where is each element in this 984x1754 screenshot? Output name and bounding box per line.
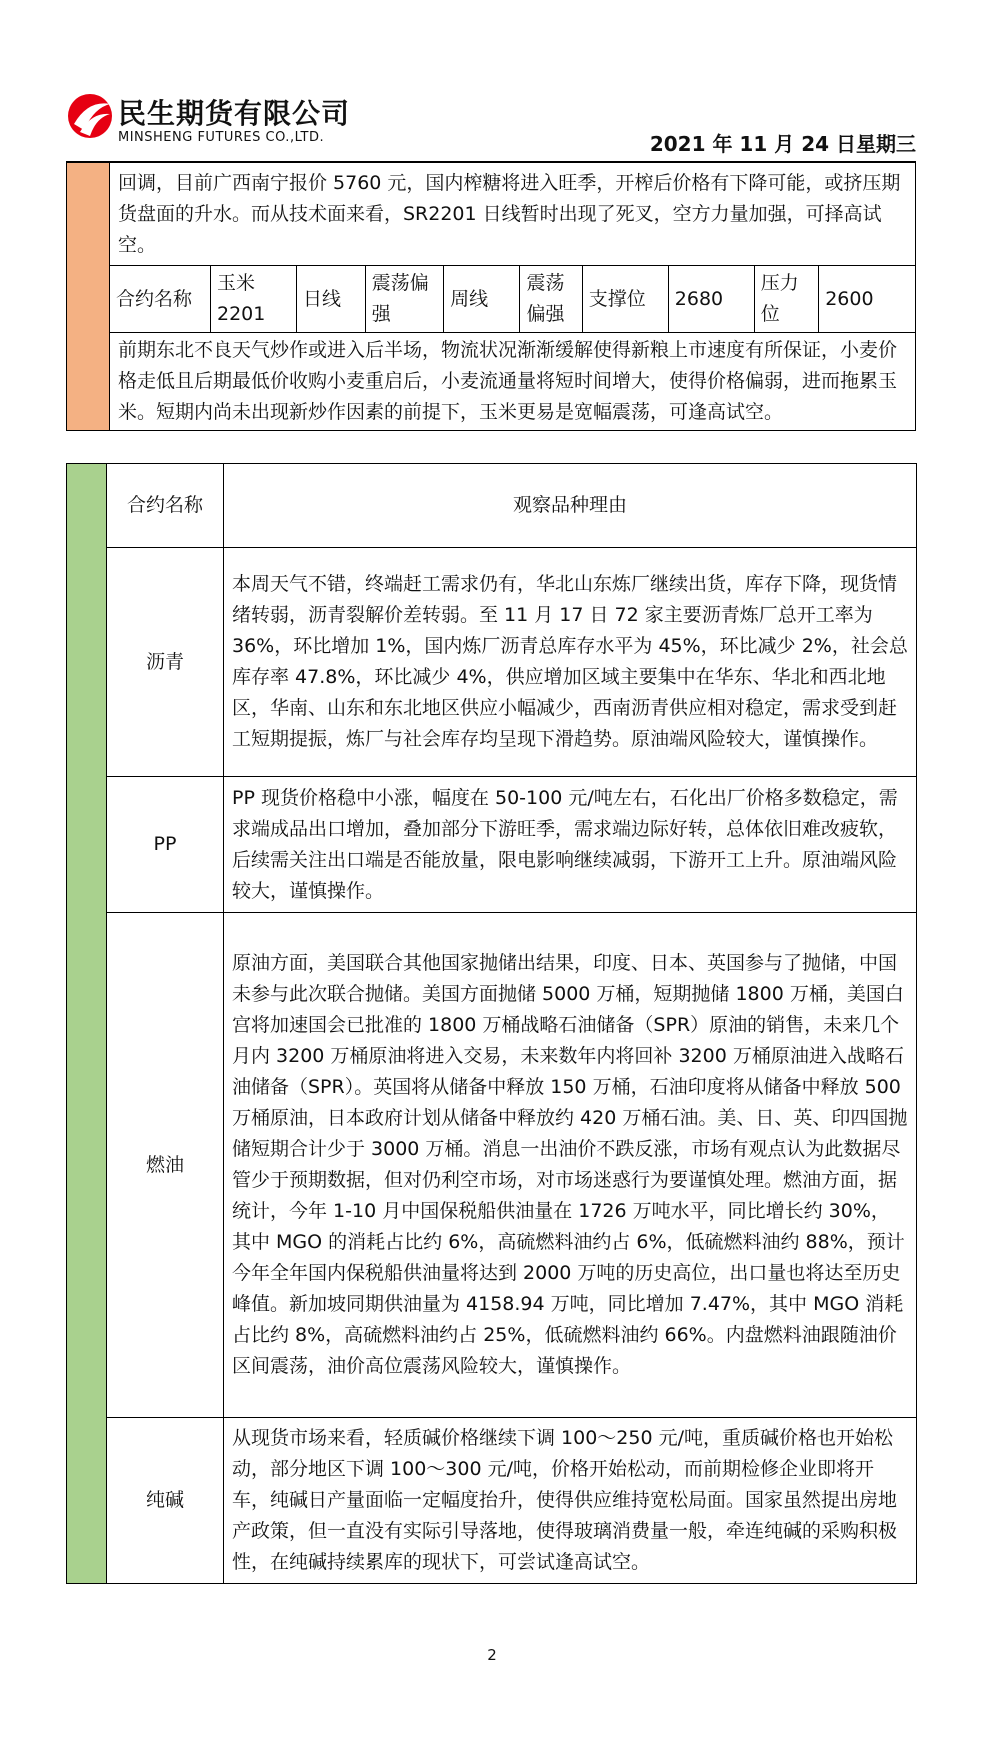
support-value: 2680 [668,266,754,333]
sugar-analysis-text: 回调，目前广西南宁报价 5760 元，国内榨糖将进入旺季，开榨后价格有下降可能，或挤压期货盘面的升水。而从技术面来看，SR2201 日线暂时出现了死叉，空方力量加强，可择高试空。 [109,163,915,266]
table-row [67,777,917,913]
page-number: 2 [487,1646,497,1664]
contract-name-label: 合约名称 [109,266,210,333]
watch-table-header [67,464,917,548]
orange-side-band [67,163,110,431]
daily-trend-value: 震荡偏强 [365,266,443,333]
minsheng-logo-icon [66,90,114,142]
row-contract-name: PP [107,777,224,913]
row-reason-text: 原油方面，美国联合其他国家抛储出结果，印度、日本、英国参与了抛储，中国未参与此次联合抛储。美国方面抛储 5000 万桶，短期抛储 1800 万桶，美国白宫将加速国会已批准的 1800 万桶战略石油储备（SPR）原油的销售，未来几个月内 3200 万桶原油将进入交易，未来数年内将回补 3200 万桶原油进入战略石油储备（SPR）。英国将从储备中释放 150 万桶，石油印度将从储备中释放 500 万桶原油，日本政府计划从储备中释放约 420 万桶石油。美、日、英、印四国抛储短期合计少于 3000 万桶。消息一出油价不跌反涨，市场有观点认为此数据尽管少于预期数据，但对仍利空市场，对市场迷惑行为要谨慎处理。燃油方面，据统计，今年 1-10 月中国保税船供油量在 1726 万吨水平，同比增长约 30%，其中 MGO 的消耗占比约 6%，高硫燃料油约占 6%，低硫燃料油约 88%，预计今年全年国内保税船供油量将达到 2000 万吨的历史高位，出口量也将达至历史峰值。新加坡同期供油量为 4158.94 万吨，同比增加 7.47%，其中 MGO 消耗占比约 8%，高硫燃料油约占 25%，低硫燃料油约 66%。内盘燃料油跟随油价区间震荡，油价高位震荡风险较大，谨慎操作。 [224,913,917,1418]
watch-varieties-table [66,463,917,1584]
pressure-value: 2600 [819,266,916,333]
strategy-table-continued [66,162,916,431]
company-name-cn: 民生期货有限公司 [118,97,351,130]
row-reason-text: PP 现货价格稳中小涨，幅度在 50-100 元/吨左右，石化出厂价格多数稳定，需求端成品出口增加，叠加部分下游旺季，需求端边际好转，总体依旧难改疲软，后续需关注出口端是否能放量，限电影响继续减弱，下游开工上升。原油端风险较大，谨慎操作。 [224,777,917,913]
header-watch-reason: 观察品种理由 [224,464,917,548]
row-reason-text: 从现货市场来看，轻质碱价格继续下调 100～250 元/吨，重质碱价格也开始松动，部分地区下调 100～300 元/吨，价格开始松动，而前期检修企业即将开车，纯碱日产量面临一定幅度抬升，使得供应维持宽松局面。国家虽然提出房地产政策，但一直没有实际引导落地，使得玻璃消费量一般，牵连纯碱的采购积极性，在纯碱持续累库的现状下，可尝试逢高试空。 [224,1418,917,1584]
table-row [67,548,917,777]
daily-label: 日线 [296,266,365,333]
pressure-label: 压力位 [754,266,818,333]
report-date: 2021 年 11 月 24 日星期三 [649,132,916,156]
weekly-label: 周线 [444,266,520,333]
weekly-trend-value: 震荡偏强 [520,266,582,333]
table-row [67,913,917,1418]
page-header [66,88,916,156]
row-contract-name: 沥青 [107,548,224,777]
table-row [67,1418,917,1584]
corn-contract-row [67,266,916,333]
row-contract-name: 燃油 [107,913,224,1418]
company-name-en: MINSHENG FUTURES CO.,LTD. [118,130,325,145]
support-label: 支撑位 [582,266,668,333]
green-side-band [67,464,107,1584]
row-contract-name: 纯碱 [107,1418,224,1584]
corn-contract-value: 玉米 2201 [211,266,297,333]
row-reason-text: 本周天气不错，终端赶工需求仍有，华北山东炼厂继续出货，库存下降，现货情绪转弱，沥青裂解价差转弱。至 11 月 17 日 72 家主要沥青炼厂总开工率为 36%，环比增加 1%，国内炼厂沥青总库存水平为 45%，环比减少 2%，社会总库存率 47.8%，环比减少 4%，供应增加区域主要集中在华东、华北和西北地区，华南、山东和东北地区供应小幅减少，西南沥青供应相对稳定，需求受到赶工短期提振，炼厂与社会库存均呈现下滑趋势。原油端风险较大，谨慎操作。 [224,548,917,777]
corn-analysis-text: 前期东北不良天气炒作或进入后半场，物流状况渐渐缓解使得新粮上市速度有所保证，小麦价格走低且后期最低价收购小麦重启后，小麦流通量将短时间增大，使得价格偏弱，进而拖累玉米。短期内尚未出现新炒作因素的前提下，玉米更易是宽幅震荡，可逢高试空。 [109,333,915,431]
header-contract-name: 合约名称 [107,464,224,548]
